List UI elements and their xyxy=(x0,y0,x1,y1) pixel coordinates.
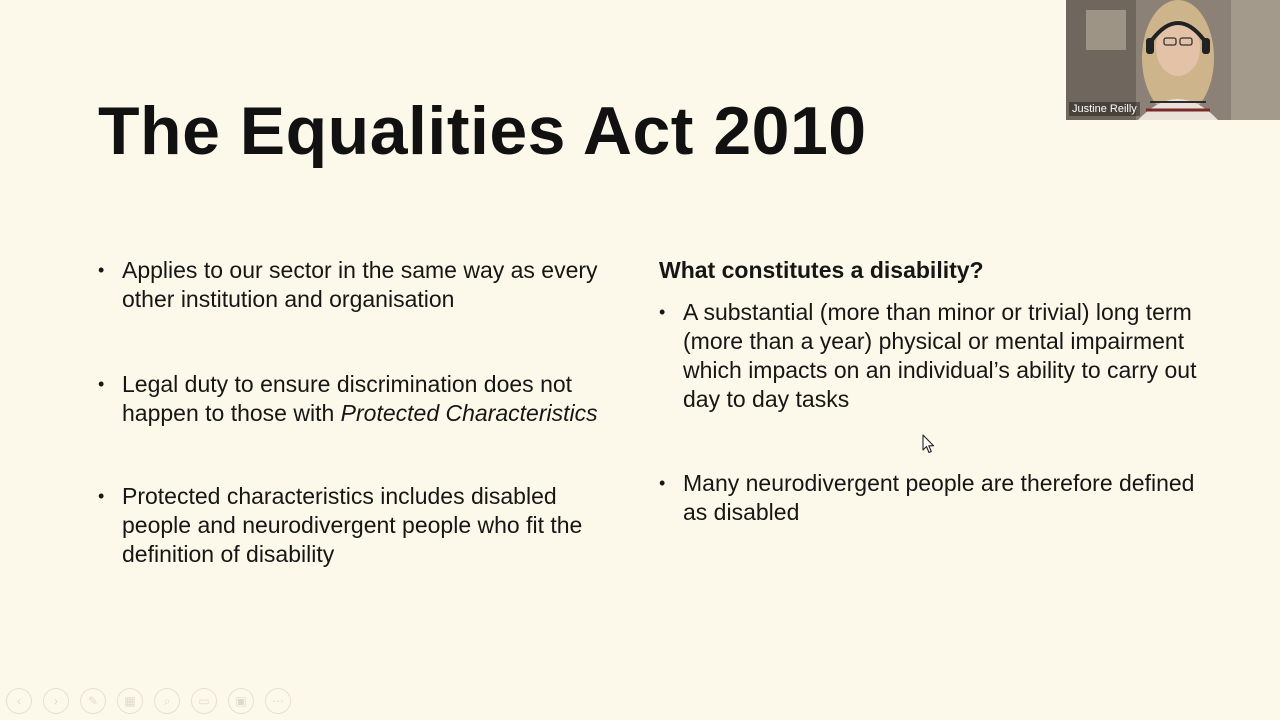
bullet-text: Legal duty to ensure discrimination does not happen to those with xyxy=(122,371,573,426)
participant-name-label: Justine Reilly xyxy=(1069,102,1140,116)
presentation-toolbar xyxy=(6,688,291,712)
bullet-text: Protected characteristics includes disabled people and neurodivergent people who fit the definition of disability xyxy=(122,483,583,567)
slide-title: The Equalities Act 2010 xyxy=(98,93,867,169)
right-column xyxy=(659,256,1199,527)
bullet-dot: • xyxy=(98,486,105,506)
slides-icon[interactable]: ▦ xyxy=(117,688,143,714)
next-icon[interactable]: › xyxy=(43,688,69,714)
bullet-dot: • xyxy=(98,260,105,280)
bullet-item xyxy=(98,256,618,314)
bullet-dot: • xyxy=(659,302,666,322)
pen-icon[interactable]: ✎ xyxy=(80,688,106,714)
bullet-item xyxy=(659,469,1199,527)
bullet-text: Applies to our sector in the same way as every other institution and organisation xyxy=(122,257,598,312)
bullet-dot: • xyxy=(659,473,666,493)
bullet-dot: • xyxy=(98,374,105,394)
participant-video-tile[interactable] xyxy=(1066,0,1280,120)
left-column xyxy=(98,256,618,569)
camera-icon[interactable]: ▣ xyxy=(228,688,254,714)
bullet-item xyxy=(98,482,618,569)
mouse-cursor-icon xyxy=(922,434,936,454)
zoom-icon[interactable]: ⌕ xyxy=(154,688,180,714)
bullet-text-italic: Protected Characteristics xyxy=(340,400,598,426)
subtitles-icon[interactable]: ▭ xyxy=(191,688,217,714)
bullet-item xyxy=(98,370,618,428)
prev-icon[interactable]: ‹ xyxy=(6,688,32,714)
bullet-text: Many neurodivergent people are therefore defined as disabled xyxy=(683,470,1195,525)
right-heading: What constitutes a disability? xyxy=(659,257,984,283)
bullet-item xyxy=(659,298,1199,414)
more-icon[interactable]: ⋯ xyxy=(265,688,291,714)
bullet-text: A substantial (more than minor or trivial) long term (more than a year) physical or mental impairment which impacts on an individual’s ability to carry out day to day tasks xyxy=(683,299,1197,412)
